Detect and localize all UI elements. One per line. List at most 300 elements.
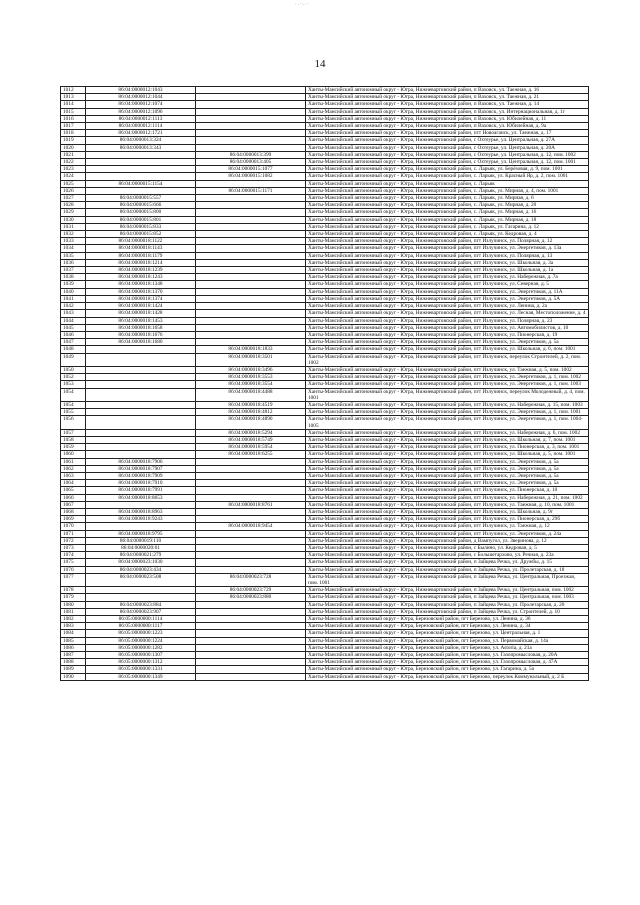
premises-number-cell [196, 115, 306, 122]
parcel-number-cell: 86:04:0000015:800 [86, 209, 196, 216]
address-cell: Ханты-Мансийский автономный округ - Югра, Нижневартовский район, с Охтеурье, ул. Центральная, д. 12, пом. 1001 [306, 159, 589, 166]
premises-number-cell [196, 339, 306, 346]
address-cell: Ханты-Мансийский автономный округ - Югра, Нижневартовский район, пгт Излучинск, ул. Энергетиков, д. 1, пом. 1002 [306, 374, 589, 381]
premises-number-cell [196, 223, 306, 230]
address-cell: Ханты-Мансийский автономный округ - Югра, Нижневартовский район, с. Ларьяк, ул. Гагарина, д. 12 [306, 223, 589, 230]
premises-number-cell [196, 673, 306, 680]
parcel-number-cell [86, 523, 196, 530]
table-row [61, 472, 589, 479]
address-cell: Ханты-Мансийский автономный округ - Югра, Нижневартовский район, пгт Излучинск, ул. Таежная, д. 5, пом. 1002 [306, 366, 589, 373]
address-cell: Ханты-Мансийский автономный округ - Югра, Нижневартовский район, с. Ларьяк, ул. Берёзовая, д. 9, пом. 1001 [306, 166, 589, 173]
address-cell: Ханты-Мансийский автономный округ - Югра, Нижневартовский район, пгт Излучинск, ул. Полярная, д. 23 [306, 317, 589, 324]
address-cell: Ханты-Мансийский автономный округ - Югра, Нижневартовский район, с Охтеурье, ул. Центральная, д. 20А [306, 144, 589, 151]
row-number-cell: 1090 [61, 673, 86, 680]
parcel-number-cell: 86:04:0000021:279 [86, 552, 196, 559]
table-row [61, 637, 589, 644]
table-row [61, 566, 589, 573]
row-number-cell: 1073 [61, 545, 86, 552]
address-cell: Ханты-Мансийский автономный округ - Югра, Березовский район, пгт Березово, ул. Гагарина, д. 5а [306, 666, 589, 673]
parcel-number-cell: 86:04:0000018:8653 [86, 494, 196, 501]
premises-number-cell [196, 317, 306, 324]
parcel-number-cell [86, 374, 196, 381]
parcel-number-cell: 86:04:0000018:1239 [86, 267, 196, 274]
row-number-cell: 1064 [61, 480, 86, 487]
table-row [61, 523, 589, 530]
address-cell: Ханты-Мансийский автономный округ - Югра, Нижневартовский район, п Ваховск, ул. Таежная, д. 21 [306, 94, 589, 101]
row-number-cell: 1055 [61, 409, 86, 416]
address-cell: Ханты-Мансийский автономный округ - Югра, Нижневартовский район, пгт Излучинск, ул. Набережная, д. 21, пом. 1002 [306, 494, 589, 501]
parcel-number-cell: 86:05:0000000:1224 [86, 637, 196, 644]
row-number-cell: 1015 [61, 108, 86, 115]
address-cell: Ханты-Мансийский автономный округ - Югра, Нижневартовский район, пгт Излучинск, ул. Пионерская, д. 19 [306, 331, 589, 338]
parcel-number-cell: 86:04:0000012:1113 [86, 115, 196, 122]
row-number-cell: 1034 [61, 245, 86, 252]
row-number-cell: 1052 [61, 374, 86, 381]
row-number-cell: 1033 [61, 238, 86, 245]
parcel-number-cell [86, 381, 196, 388]
address-cell: Ханты-Мансийский автономный округ - Югра, Нижневартовский район, пгт Излучинск, ул. Энергетиков, д. 5А [306, 295, 589, 302]
row-number-cell: 1072 [61, 537, 86, 544]
parcel-number-cell: 86:04:0000018:7907 [86, 465, 196, 472]
row-number-cell: 1084 [61, 630, 86, 637]
parcel-number-cell: 86:04:0000018:8963 [86, 508, 196, 515]
row-number-cell: 1043 [61, 310, 86, 317]
address-cell: Ханты-Мансийский автономный округ - Югра, Нижневартовский район, с Охтеурье, ул. Центральная, д. 27А [306, 137, 589, 144]
table-row [61, 616, 589, 623]
table-row [61, 288, 589, 295]
premises-number-cell: 86:04:0000018:4488 [196, 388, 306, 401]
premises-number-cell [196, 616, 306, 623]
premises-number-cell [196, 465, 306, 472]
row-number-cell: 1036 [61, 259, 86, 266]
premises-number-cell [196, 324, 306, 331]
parcel-number-cell: 86:04:0000018:1143 [86, 245, 196, 252]
premises-number-cell [196, 101, 306, 108]
premises-number-cell [196, 231, 306, 238]
parcel-number-cell: 86:04:0000012:1074 [86, 101, 196, 108]
parcel-number-cell [86, 594, 196, 601]
parcel-number-cell: 86:04:0000012:1044 [86, 94, 196, 101]
parcel-number-cell: 86:04:0000012:1043 [86, 87, 196, 94]
premises-number-cell [196, 310, 306, 317]
address-cell: Ханты-Мансийский автономный округ - Югра, Нижневартовский район, пгт Излучинск, ул. Пионерская, д. 3, пом. 1001 [306, 444, 589, 451]
premises-number-cell: 86:04:0000018:8761 [196, 501, 306, 508]
row-number-cell: 1085 [61, 637, 86, 644]
address-cell: Ханты-Мансийский автономный округ - Югра, Березовский район, пгт Березово, ул. Газопромысловая, д. 20А [306, 652, 589, 659]
address-cell: Ханты-Мансийский автономный округ - Югра, Нижневартовский район, пгт Излучинск, ул. Набережная, д. 7а [306, 274, 589, 281]
address-cell: Ханты-Мансийский автономный округ - Югра, Нижневартовский район, пгт Излучинск, ул. Пионерская, д. 10 [306, 487, 589, 494]
premises-number-cell [196, 508, 306, 515]
parcel-number-cell: 86:04:0000023:907 [86, 608, 196, 615]
parcel-number-cell: 86:05:0000000:1282 [86, 644, 196, 651]
parcel-number-cell: 86:04:0000023:884 [86, 601, 196, 608]
row-number-cell: 1019 [61, 137, 86, 144]
parcel-number-cell: 86:05:0000000:1307 [86, 652, 196, 659]
premises-number-cell [196, 487, 306, 494]
table-row [61, 159, 589, 166]
address-cell: Ханты-Мансийский автономный округ - Югра, Нижневартовский район, пгт Излучинск, ул. Энергетиков, д. 5а [306, 480, 589, 487]
row-number-cell: 1080 [61, 601, 86, 608]
table-row [61, 409, 589, 416]
table-row [61, 388, 589, 401]
row-number-cell: 1083 [61, 623, 86, 630]
row-number-cell: 1038 [61, 274, 86, 281]
premises-number-cell: 86:04:0000023:728 [196, 573, 306, 586]
row-number-cell: 1047 [61, 339, 86, 346]
premises-number-cell [196, 537, 306, 544]
parcel-number-cell [86, 401, 196, 408]
parcel-number-cell: 86:04:0000018:1676 [86, 331, 196, 338]
row-number-cell: 1037 [61, 267, 86, 274]
address-cell: Ханты-Мансийский автономный округ - Югра, Нижневартовский район, п Зайцева Речка, ул. Центральная, пом. 1003 [306, 594, 589, 601]
parcel-number-cell: 86:04:0000018:1680 [86, 339, 196, 346]
row-number-cell: 1021 [61, 151, 86, 158]
table-row [61, 416, 589, 429]
table-row [61, 123, 589, 130]
address-cell: Ханты-Мансийский автономный округ - Югра, Нижневартовский район, п Зайцева Речка, ул. Дружбы, д. 15 [306, 559, 589, 566]
address-cell: Ханты-Мансийский автономный округ - Югра, Нижневартовский район, с. Ларьяк [306, 180, 589, 187]
table-row [61, 451, 589, 458]
parcel-number-cell: 86:04:0000015:801 [86, 216, 196, 223]
table-row [61, 573, 589, 586]
table-row [61, 187, 589, 194]
table-row [61, 281, 589, 288]
parcel-number-cell: 86:04:0000018:1122 [86, 238, 196, 245]
premises-number-cell [196, 303, 306, 310]
row-number-cell: 1070 [61, 523, 86, 530]
address-cell: Ханты-Мансийский автономный округ - Югра, Нижневартовский район, с Былино, ул. Кедровая, д. 5 [306, 545, 589, 552]
premises-number-cell [196, 559, 306, 566]
row-number-cell: 1056 [61, 416, 86, 429]
premises-number-cell [196, 608, 306, 615]
table-row [61, 530, 589, 537]
table-row [61, 594, 589, 601]
row-number-cell: 1020 [61, 144, 86, 151]
address-cell: Ханты-Мансийский автономный округ - Югра, Нижневартовский район, пгт Излучинск, ул. Полярная, д. 13 [306, 252, 589, 259]
address-cell: Ханты-Мансийский автономный округ - Югра, Нижневартовский район, пгт Излучинск, ул. Ленина, д. 2а [306, 303, 589, 310]
premises-number-cell [196, 245, 306, 252]
table-row [61, 666, 589, 673]
address-cell: Ханты-Мансийский автономный округ - Югра, Нижневартовский район, пгт Излучинск, ул. Полярная, д. 12 [306, 238, 589, 245]
parcel-number-cell: 86:04:0000018:1453 [86, 317, 196, 324]
parcel-number-cell: 86:05:0000000:1117 [86, 623, 196, 630]
parcel-number-cell: 86:05:0000000:1312 [86, 659, 196, 666]
parcel-number-cell: 86:05:0000000:1114 [86, 616, 196, 623]
table-row [61, 552, 589, 559]
row-number-cell: 1017 [61, 123, 86, 130]
table-row [61, 444, 589, 451]
table-row [61, 339, 589, 346]
table-row [61, 173, 589, 180]
table-row [61, 144, 589, 151]
row-number-cell: 1071 [61, 530, 86, 537]
parcel-number-cell: 86:04:0000018:1424 [86, 303, 196, 310]
premises-number-cell [196, 659, 306, 666]
address-cell: Ханты-Мансийский автономный округ - Югра, Нижневартовский район, пгт Новоаганск, ул. Таежная, д. 17 [306, 130, 589, 137]
address-cell: Ханты-Мансийский автономный округ - Югра, Березовский район, пгт Березово, ул. Газопромысловая, д. 47А [306, 659, 589, 666]
premises-number-cell [196, 274, 306, 281]
table-row [61, 331, 589, 338]
address-cell: Ханты-Мансийский автономный округ - Югра, Нижневартовский район, с. Ларьяк, ул. Мирная, д. 16 [306, 209, 589, 216]
address-cell: Ханты-Мансийский автономный округ - Югра, Нижневартовский район, пгт Излучинск, ул. Набережная, д. 6, пом. 1002 [306, 429, 589, 436]
address-cell: Ханты-Мансийский автономный округ - Югра, Нижневартовский район, п Зайцева Речка, ул. Пролетарская, д. 20 [306, 601, 589, 608]
row-number-cell: 1057 [61, 429, 86, 436]
property-table [60, 86, 589, 681]
address-cell: Ханты-Мансийский автономный округ - Югра, Нижневартовский район, пгт Излучинск, ул. Энергетиков, д. 13а [306, 245, 589, 252]
parcel-number-cell [86, 587, 196, 594]
address-cell: Ханты-Мансийский автономный округ - Югра, Нижневартовский район, пгт Излучинск, ул. Энергетиков, д. 11А [306, 288, 589, 295]
table-row [61, 101, 589, 108]
table-row [61, 94, 589, 101]
address-cell: Ханты-Мансийский автономный округ - Югра, Нижневартовский район, пгт Излучинск, ул. Пионерская, д. 29б [306, 516, 589, 523]
premises-number-cell [196, 259, 306, 266]
row-number-cell: 1065 [61, 487, 86, 494]
premises-number-cell: 86:04:0000018:3496 [196, 366, 306, 373]
parcel-number-cell: 86:04:0000015:852 [86, 231, 196, 238]
address-cell: Ханты-Мансийский автономный округ - Югра, Нижневартовский район, с Большетархово, ул. Речная, д. 23а [306, 552, 589, 559]
row-number-cell: 1074 [61, 552, 86, 559]
table-row [61, 465, 589, 472]
parcel-number-cell: 86:04:0000018:7909 [86, 472, 196, 479]
address-cell: Ханты-Мансийский автономный округ - Югра, Нижневартовский район, пгт Излучинск, ул. Набережная, д. 15, пом. 1003 [306, 401, 589, 408]
premises-number-cell: 86:04:0000018:3554 [196, 381, 306, 388]
row-number-cell: 1032 [61, 231, 86, 238]
premises-number-cell [196, 480, 306, 487]
row-number-cell: 1025 [61, 180, 86, 187]
parcel-number-cell: 86:04:0000018:1370 [86, 288, 196, 295]
table-row [61, 231, 589, 238]
parcel-number-cell: 86:04:0000018:1374 [86, 295, 196, 302]
row-number-cell: 1030 [61, 216, 86, 223]
parcel-number-cell [86, 173, 196, 180]
parcel-number-cell: 86:04:0000018:1243 [86, 274, 196, 281]
address-cell: Ханты-Мансийский автономный округ - Югра, Нижневартовский район, пгт Излучинск, ул. Энергетиков, д. 5а [306, 465, 589, 472]
premises-number-cell: 86:04:0000018:5749 [196, 436, 306, 443]
address-cell: Ханты-Мансийский автономный округ - Югра, Нижневартовский район, пгт Излучинск, ул. Энергетиков, д. 5а [306, 458, 589, 465]
table-row [61, 623, 589, 630]
parcel-number-cell: 86:04:0000012:1096 [86, 108, 196, 115]
row-number-cell: 1039 [61, 281, 86, 288]
premises-number-cell [196, 238, 306, 245]
address-cell: Ханты-Мансийский автономный округ - Югра, Березовский район, пгт Березово, переулок Коммунальный, д. 2 Б [306, 673, 589, 680]
address-cell: Ханты-Мансийский автономный округ - Югра, Нижневартовский район, пгт Излучинск, ул. Школьная, д. 3а [306, 259, 589, 266]
address-cell: Ханты-Мансийский автономный округ - Югра, Нижневартовский район, п Ваховск, ул. Интернациональная, д. 1г [306, 108, 589, 115]
row-number-cell: 1018 [61, 130, 86, 137]
header-scribble: ·.·..· [295, 2, 310, 7]
table-row [61, 274, 589, 281]
parcel-number-cell: 86:04:0000018:7910 [86, 480, 196, 487]
row-number-cell: 1081 [61, 608, 86, 615]
parcel-number-cell [86, 187, 196, 194]
premises-number-cell: 86:04:0000018:6255 [196, 451, 306, 458]
address-cell: Ханты-Мансийский автономный округ - Югра, Нижневартовский район, пгт Излучинск, переулок Строителей, д. 2, пом. 1002 [306, 353, 589, 366]
premises-number-cell [196, 545, 306, 552]
row-number-cell: 1048 [61, 346, 86, 353]
address-cell: Ханты-Мансийский автономный округ - Югра, Нижневартовский район, пгт Излучинск, ул. Энергетиков, д. 24а [306, 530, 589, 537]
row-number-cell: 1023 [61, 166, 86, 173]
row-number-cell: 1069 [61, 516, 86, 523]
parcel-number-cell: 86:04:0000018:7906 [86, 458, 196, 465]
parcel-number-cell: 86:04:0000013:324 [86, 137, 196, 144]
premises-number-cell [196, 295, 306, 302]
premises-number-cell [196, 637, 306, 644]
row-number-cell: 1027 [61, 195, 86, 202]
premises-number-cell [196, 209, 306, 216]
parcel-number-cell: 86:04:0000013:343 [86, 144, 196, 151]
address-cell: Ханты-Мансийский автономный округ - Югра, Нижневартовский район, пгт Излучинск, ул. Автомобилистов, д. 10 [306, 324, 589, 331]
parcel-number-cell: 86:04:0000018:1428 [86, 310, 196, 317]
address-cell: Ханты-Мансийский автономный округ - Югра, Нижневартовский район, пгт Излучинск, ул. Северная, д. 5 [306, 281, 589, 288]
parcel-number-cell [86, 366, 196, 373]
premises-number-cell [196, 195, 306, 202]
parcel-number-cell: 86:04:0000015:557 [86, 195, 196, 202]
parcel-number-cell: 86:04:0000018:1179 [86, 252, 196, 259]
table-row [61, 108, 589, 115]
premises-number-cell [196, 530, 306, 537]
address-cell: Ханты-Мансийский автономный округ - Югра, Нижневартовский район, с. Ларьяк, ул. Красный Яр, д. 2, пом. 1001 [306, 173, 589, 180]
premises-number-cell: 86:04:0000018:5954 [196, 444, 306, 451]
parcel-number-cell: 86:04:0000018:9795 [86, 530, 196, 537]
table-row [61, 487, 589, 494]
table-row [61, 310, 589, 317]
premises-number-cell: 86:04:0000018:3553 [196, 374, 306, 381]
table-row [61, 429, 589, 436]
premises-number-cell [196, 216, 306, 223]
table-row [61, 644, 589, 651]
row-number-cell: 1054 [61, 401, 86, 408]
row-number-cell: 1076 [61, 566, 86, 573]
table-row [61, 508, 589, 515]
premises-number-cell [196, 137, 306, 144]
address-cell: Ханты-Мансийский автономный округ - Югра, Нижневартовский район, пгт Излучинск, переулок Молодежный, д. 4, пом. 1001 [306, 388, 589, 401]
table-row [61, 401, 589, 408]
premises-number-cell [196, 267, 306, 274]
row-number-cell: 1082 [61, 616, 86, 623]
table-row [61, 115, 589, 122]
parcel-number-cell: 86:05:0000000:1223 [86, 630, 196, 637]
row-number-cell: 1077 [61, 573, 86, 586]
table-row [61, 436, 589, 443]
table-row [61, 216, 589, 223]
row-number-cell: 1088 [61, 659, 86, 666]
table-body [61, 87, 589, 681]
parcel-number-cell: 86:04:0000023:434 [86, 566, 196, 573]
table-row [61, 259, 589, 266]
address-cell: Ханты-Мансийский автономный округ - Югра, Нижневартовский район, пгт Излучинск, ул. Школьная, д. 7, пом. 1001 [306, 436, 589, 443]
premises-number-cell [196, 144, 306, 151]
table-row [61, 480, 589, 487]
row-number-cell: 1046 [61, 331, 86, 338]
row-number-cell: 1066 [61, 494, 86, 501]
parcel-number-cell [86, 501, 196, 508]
address-cell: Ханты-Мансийский автономный округ - Югра, Нижневартовский район, с. Ларьяк, ул. Мирная, д. 4, пом. 1001 [306, 187, 589, 194]
table-row [61, 587, 589, 594]
premises-number-cell: 86:04:0000013:399 [196, 151, 306, 158]
address-cell: Ханты-Мансийский автономный округ - Югра, Нижневартовский район, пгт Излучинск, ул. Таежная, д. 12 [306, 523, 589, 530]
table-row [61, 245, 589, 252]
row-number-cell: 1086 [61, 644, 86, 651]
address-cell: Ханты-Мансийский автономный округ - Югра, Нижневартовский район, п Ваховск, ул. Юбилейная, д. 11 [306, 115, 589, 122]
premises-number-cell [196, 566, 306, 573]
table-row [61, 346, 589, 353]
table-row [61, 381, 589, 388]
table-row [61, 458, 589, 465]
premises-number-cell: 86:04:0000015:1077 [196, 166, 306, 173]
parcel-number-cell [86, 436, 196, 443]
premises-number-cell [196, 288, 306, 295]
premises-number-cell [196, 281, 306, 288]
parcel-number-cell: 86:04:0000023:1030 [86, 559, 196, 566]
row-number-cell: 1067 [61, 501, 86, 508]
parcel-number-cell [86, 159, 196, 166]
table-row [61, 267, 589, 274]
table-row [61, 545, 589, 552]
address-cell: Ханты-Мансийский автономный округ - Югра, Нижневартовский район, пгт Излучинск, ул. Энергетиков, д. 5а [306, 472, 589, 479]
address-cell: Ханты-Мансийский автономный округ - Югра, Березовский район, пгт Березово, ул. Первомайская, д. 14а [306, 637, 589, 644]
premises-number-cell: 86:04:0000018:5294 [196, 429, 306, 436]
premises-number-cell [196, 331, 306, 338]
address-cell: Ханты-Мансийский автономный округ - Югра, Нижневартовский район, пгт Излучинск, ул. Лесная, Местоположение, д. 4 [306, 310, 589, 317]
premises-number-cell: 86:04:0000015:1171 [196, 187, 306, 194]
row-number-cell: 1035 [61, 252, 86, 259]
address-cell: Ханты-Мансийский автономный округ - Югра, Нижневартовский район, п Зайцева Речка, ул. Пролетарская, д. 18 [306, 566, 589, 573]
address-cell: Ханты-Мансийский автономный округ - Югра, Нижневартовский район, п Зайцева Речка, ул. Центральная, пом. 1002 [306, 587, 589, 594]
parcel-number-cell: 86:04:0000018:1658 [86, 324, 196, 331]
premises-number-cell [196, 666, 306, 673]
table-row [61, 652, 589, 659]
table-row [61, 366, 589, 373]
premises-number-cell: 86:04:0000018:3501 [196, 353, 306, 366]
row-number-cell: 1022 [61, 159, 86, 166]
row-number-cell: 1054 [61, 388, 86, 401]
table-row [61, 180, 589, 187]
address-cell: Ханты-Мансийский автономный округ - Югра, Нижневартовский район, пгт Излучинск, ул. Школьная, д. 6, пом. 1001 [306, 346, 589, 353]
address-cell: Ханты-Мансийский автономный округ - Югра, Нижневартовский район, пгт Излучинск, ул. Энергетиков, д. 1, пом. 1001 [306, 409, 589, 416]
table-row [61, 501, 589, 508]
premises-number-cell [196, 94, 306, 101]
address-cell: Ханты-Мансийский автономный округ - Югра, Нижневартовский район, п Ваховск, ул. Юбилейная, д. 9а [306, 123, 589, 130]
row-number-cell: 1068 [61, 508, 86, 515]
address-cell: Ханты-Мансийский автономный округ - Югра, Нижневартовский район, пгт Излучинск, ул. Энергетиков, д. 5а [306, 339, 589, 346]
row-number-cell: 1087 [61, 652, 86, 659]
address-cell: Ханты-Мансийский автономный округ - Югра, Нижневартовский район, пгт Излучинск, ул. Школьная, д. 5, пом. 1001 [306, 451, 589, 458]
table-row [61, 374, 589, 381]
premises-number-cell: 86:04:0000018:1833 [196, 346, 306, 353]
address-cell: Ханты-Мансийский автономный округ - Югра, Нижневартовский район, п Ваховск, ул. Таежная, д. 16 [306, 87, 589, 94]
premises-number-cell: 86:04:0000013:405 [196, 159, 306, 166]
page-number: 14 [314, 58, 326, 70]
table-row [61, 87, 589, 94]
address-cell: Ханты-Мансийский автономный округ - Югра, Березовский район, пгт Березово, ул. Ленина, д. 34 [306, 623, 589, 630]
table-row [61, 166, 589, 173]
table-row [61, 601, 589, 608]
parcel-number-cell: 86:04:0000015:666 [86, 202, 196, 209]
premises-number-cell [196, 552, 306, 559]
parcel-number-cell: 86:04:0000023:508 [86, 573, 196, 586]
table-row [61, 252, 589, 259]
row-number-cell: 1049 [61, 353, 86, 366]
address-cell: Ханты-Мансийский автономный округ - Югра, Березовский район, пгт Березово, ул. Центральная, д. 1 [306, 630, 589, 637]
premises-number-cell [196, 494, 306, 501]
table-row [61, 317, 589, 324]
address-cell: Ханты-Мансийский автономный округ - Югра, Березовский район, пгт Березово, ул. Astoria, д. 21а [306, 644, 589, 651]
row-number-cell: 1059 [61, 444, 86, 451]
table-row [61, 559, 589, 566]
premises-number-cell: 86:04:0000018:4812 [196, 409, 306, 416]
address-cell: Ханты-Мансийский автономный округ - Югра, Нижневартовский район, пгт Излучинск, ул. Школьная, д. 1а [306, 267, 589, 274]
parcel-number-cell: 86:04:0000012:1114 [86, 123, 196, 130]
parcel-number-cell [86, 451, 196, 458]
